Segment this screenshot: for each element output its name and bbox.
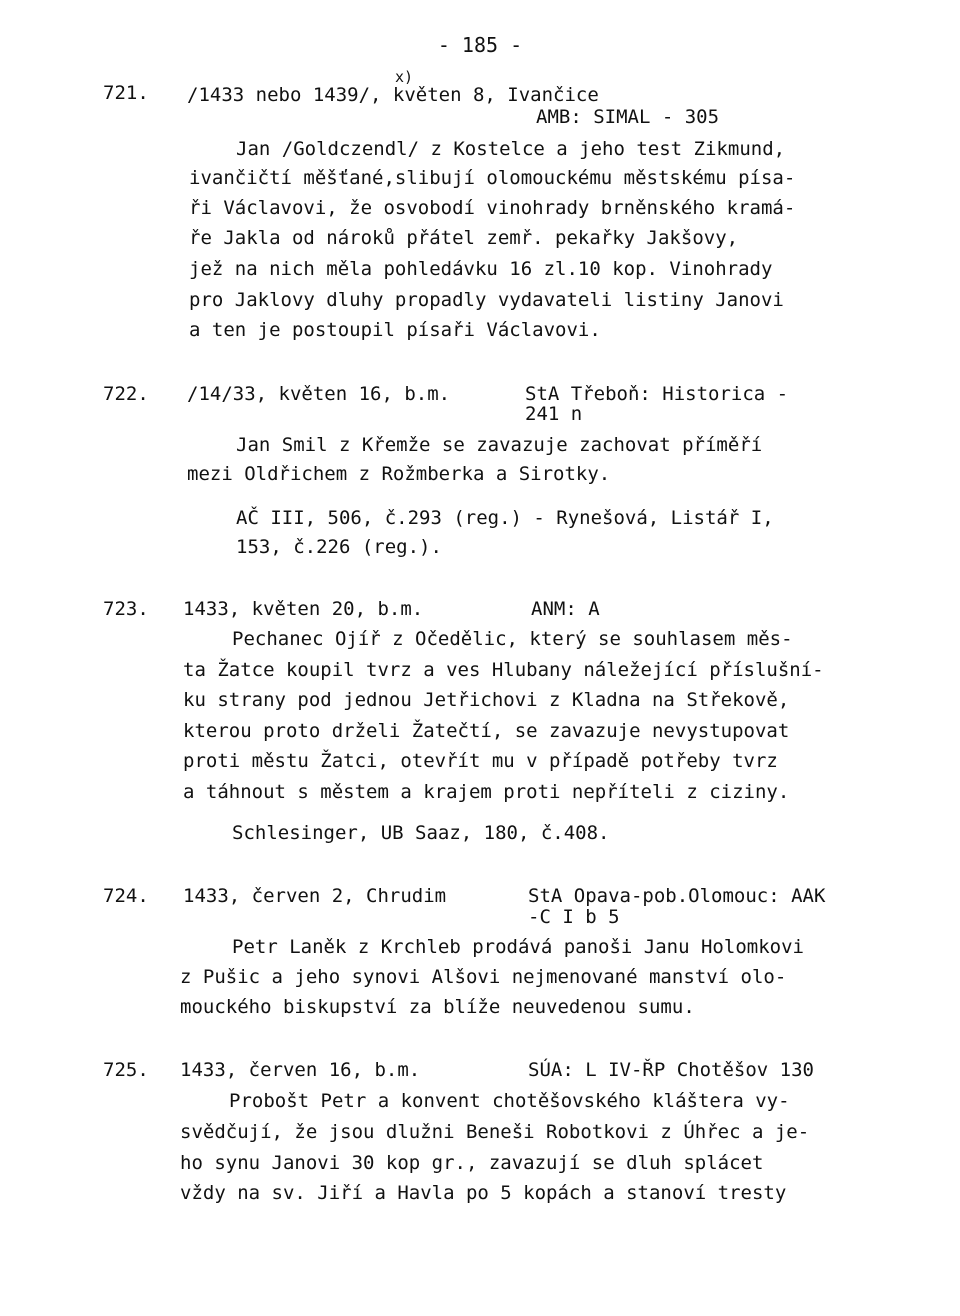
reference-line: 153, č.226 (reg.).	[236, 536, 442, 558]
text-line: ivančičtí měšťané,slibují olomouckému městskému písa-	[189, 167, 796, 189]
text-line: ře Jakla od nároků přátel zemř. pekařky Jakšovy,	[189, 227, 739, 249]
reference-line: Schlesinger, UB Saaz, 180, č.408.	[232, 822, 610, 844]
text-line: Probošt Petr a konvent chotěšovského kláštera vy-	[229, 1090, 790, 1112]
text-line: svědčují, že jsou dlužni Beneši Robotkovi z Úhřec a je-	[180, 1121, 810, 1143]
footnote-mark: x)	[395, 68, 414, 86]
text-line: Jan Smil z Křemže se zavazuje zachovat příměří	[236, 434, 763, 456]
entry-header: /14/33, květen 16, b.m.	[187, 383, 451, 405]
text-line: mezi Oldřichem z Rožmberka a Sirotky.	[187, 463, 611, 485]
entry-header: /1433 nebo 1439/, květen 8, Ivančice	[187, 84, 599, 106]
text-line: ři Václavovi, že osvobodí vinohrady brněnského kramá-	[189, 197, 796, 219]
entry-number: 722.	[103, 383, 149, 405]
entry-header: 1433, červen 16, b.m.	[180, 1059, 421, 1081]
entry-header: 1433, červen 2, Chrudim	[183, 885, 447, 907]
entry-number: 724.	[103, 885, 149, 907]
text-line: ta Žatce koupil tvrz a ves Hlubany náležející příslušní-	[183, 659, 824, 681]
reference-line: AČ III, 506, č.293 (reg.) - Rynešová, Listář I,	[236, 507, 774, 529]
entry-number: 721.	[103, 82, 149, 104]
text-line: a táhnout s městem a krajem proti nepříteli z ciziny.	[183, 781, 790, 803]
text-line: pro Jaklovy dluhy propadly vydavateli listiny Janovi	[189, 289, 784, 311]
archive-ref: 241 n	[525, 403, 583, 425]
archive-ref: AMB: SIMAL - 305	[536, 106, 720, 128]
text-line: Petr Laněk z Krchleb prodává panoši Janu Holomkovi	[232, 936, 804, 958]
text-line: mouckého biskupství za blíže neuvedenou sumu.	[180, 996, 695, 1018]
archive-ref: StA Třeboň: Historica -	[525, 383, 789, 405]
archive-ref: StA Opava-pob.Olomouc: AAK	[528, 885, 826, 907]
text-line: a ten je postoupil písaři Václavovi.	[189, 319, 601, 341]
archive-ref: -C I b 5	[528, 906, 620, 928]
text-line: ku strany pod jednou Jetřichovi z Kladna na Střekově,	[183, 689, 790, 711]
entry-number: 725.	[103, 1059, 149, 1081]
text-line: z Pušic a jeho synovi Alšovi nejmenované manství olo-	[180, 966, 787, 988]
archive-ref: SÚA: L IV-ŘP Chotěšov 130	[528, 1059, 814, 1081]
page-number: - 185 -	[437, 33, 523, 57]
text-line: vždy na sv. Jiří a Havla po 5 kopách a stanoví tresty	[180, 1182, 787, 1204]
entry-number: 723.	[103, 598, 149, 620]
archive-ref: ANM: A	[531, 598, 600, 620]
entry-header: 1433, květen 20, b.m.	[183, 598, 424, 620]
text-line: jež na nich měla pohledávku 16 zl.10 kop. Vinohrady	[189, 258, 773, 280]
text-line: proti městu Žatci, otevřít mu v případě potřeby tvrz	[183, 750, 778, 772]
text-line: Pechanec Ojíř z Očedělic, který se souhlasem měs-	[232, 628, 793, 650]
text-line: ho synu Janovi 30 kop gr., zavazují se dluh splácet	[180, 1152, 764, 1174]
text-line: Jan /Goldczendl/ z Kostelce a jeho test Zikmund,	[236, 138, 786, 160]
text-line: kterou proto drželi Žatečtí, se zavazuje nevystupovat	[183, 720, 790, 742]
